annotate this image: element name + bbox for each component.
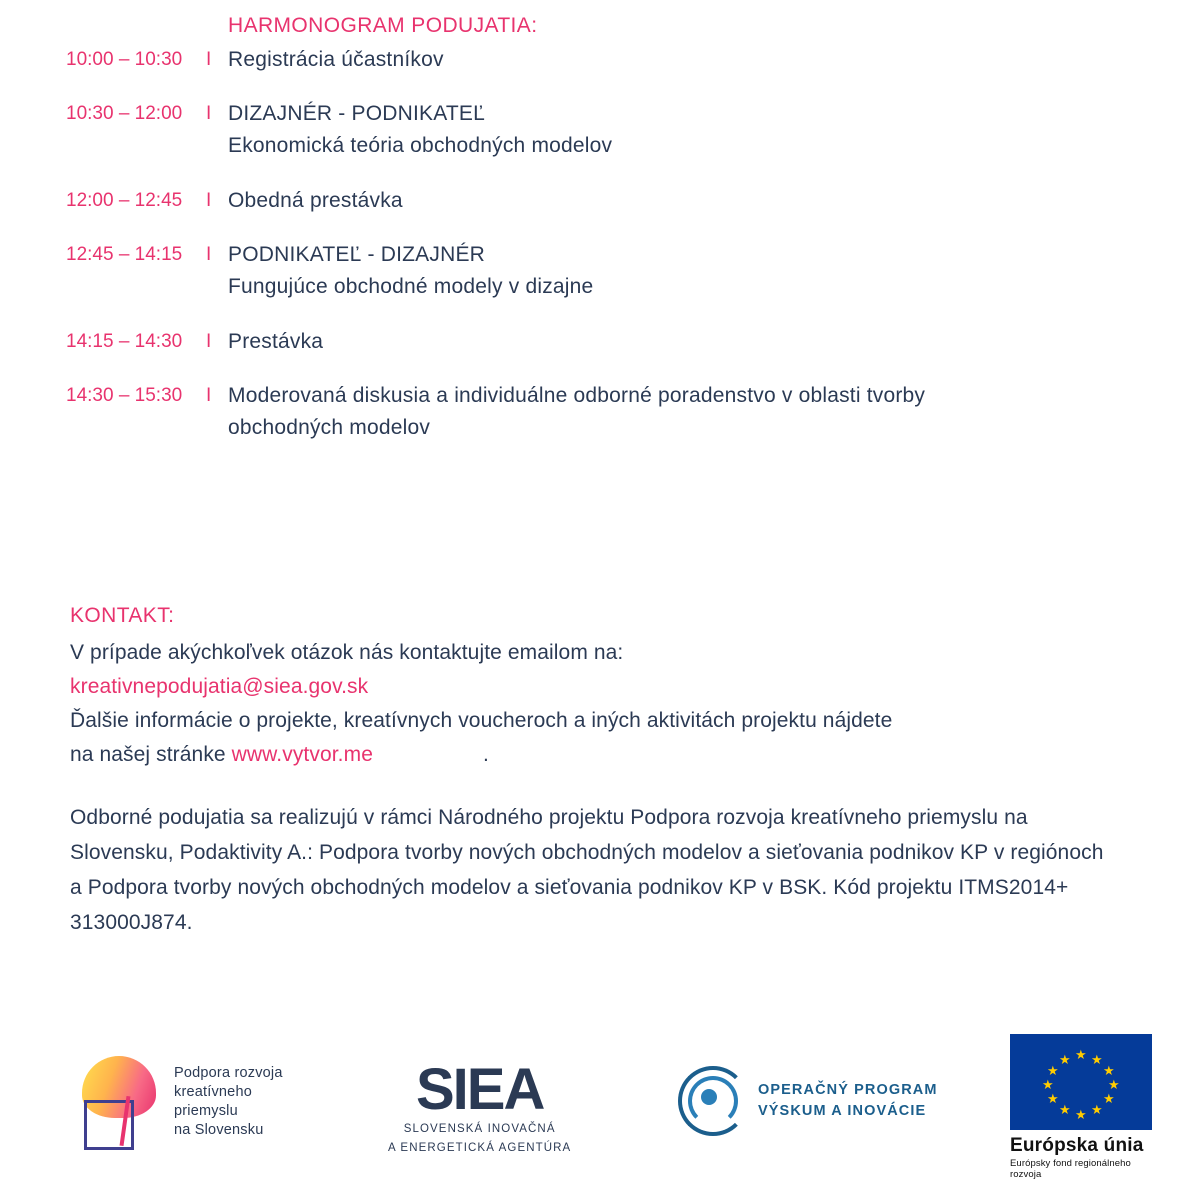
schedule-row-subtitle: obchodných modelov [228,416,431,439]
schedule-row-body [228,327,1146,357]
logo-podpora-rozvoja [76,1054,283,1150]
schedule-row-subtitle: Ekonomická teória obchodných modelov [228,134,613,157]
eu-subtitle: Európsky fond regionálneho rozvoja [1010,1158,1131,1180]
schedule-row-title: Moderovaná diskusia a individuálne odborné poradenstvo v oblasti tvorby [228,384,926,407]
contact-website-line [70,738,1140,772]
schedule-row [66,99,1146,162]
schedule-row-time: 10:00 – 10:30 [66,49,183,70]
schedule-row-body [228,381,1146,444]
concentric-circles-icon [678,1066,748,1136]
schedule-row-time: 12:00 – 12:45 [66,190,183,211]
logo-podpora-line1: Podpora rozvoja [174,1065,283,1081]
contact-website-suffix: . [482,743,489,766]
schedule-row-body [228,99,1146,162]
schedule-row-title: Registrácia účastníkov [228,48,444,71]
schedule-section [66,14,1146,474]
schedule-row [66,186,1146,216]
contact-email-link[interactable]: kreativnepodujatia@siea.gov.sk [70,675,369,698]
schedule-row-time: 10:30 – 12:00 [66,103,183,124]
schedule-heading: HARMONOGRAM PODUJATIA: [228,14,538,37]
logo-operacny-text [758,1080,938,1122]
siea-wordmark: SIEA [415,1057,544,1122]
schedule-row-separator: I [206,190,212,211]
logo-podpora-line4: na Slovensku [174,1122,264,1138]
schedule-row-time: 12:45 – 14:15 [66,244,183,265]
logo-operacny-line2: VÝSKUM A INOVÁCIE [758,1103,927,1119]
schedule-row-time: 14:30 – 15:30 [66,385,183,406]
schedule-row [66,45,1146,75]
schedule-row-body [228,240,1146,303]
contact-heading: KONTAKT: [70,604,175,627]
footer-logos [0,1024,1200,1180]
schedule-row-subtitle: Fungujúce obchodné modely v dizajne [228,275,594,298]
creative-blob-icon [76,1054,162,1150]
schedule-row-body [228,45,1146,75]
project-note: Odborné podujatia sa realizujú v rámci Národného projektu Podpora rozvoja kreatívneho priemyslu na Slovensku, Podaktivity A.: Podpora tvorby nových obchodných modelov a sieťovania podnikov KP v regiónoch a Podpora tvorby nových obchodných modelov a sieťovania podnikov KP v BSK. Kód projektu ITMS2014+ 313000J874. [70,806,1104,934]
schedule-row-title: Prestávka [228,330,324,353]
eu-title: Európska únia [1010,1135,1144,1156]
logo-podpora-line3: priemyslu [174,1103,238,1119]
logo-podpora-text [174,1064,283,1140]
schedule-row-body [228,186,1146,216]
logo-podpora-line2: kreatívneho [174,1084,252,1100]
schedule-row [66,381,1146,444]
schedule-row-separator: I [206,49,212,70]
siea-subtitle-line1: SLOVENSKÁ INOVAČNÁ [403,1123,556,1135]
eu-flag-icon: ★ ★ ★ ★ ★ ★ ★ ★ ★ ★ ★ ★ [1010,1034,1152,1130]
logo-siea [388,1057,572,1156]
schedule-row-separator: I [206,244,212,265]
contact-website-link[interactable]: www.vytvor.me [231,743,373,766]
schedule-row [66,240,1146,303]
logo-european-union [1010,1034,1152,1180]
schedule-row-separator: I [206,103,212,124]
contact-website-prefix: na našej stránke [70,743,232,766]
schedule-row-title: DIZAJNÉR - PODNIKATEĽ [228,102,486,125]
schedule-row-title: Obedná prestávka [228,189,403,212]
contact-info-line: Ďalšie informácie o projekte, kreatívnych voucheroch a iných aktivitách projektu nájdete [70,709,893,732]
schedule-row-title: PODNIKATEĽ - DIZAJNÉR [228,243,486,266]
logo-operacny-program [678,1066,938,1136]
contact-section [70,604,1140,772]
schedule-row-separator: I [206,385,212,406]
schedule-row-separator: I [206,331,212,352]
siea-subtitle-line2: A ENERGETICKÁ AGENTÚRA [388,1142,572,1154]
schedule-row-time: 14:15 – 14:30 [66,331,183,352]
schedule-row [66,327,1146,357]
logo-operacny-line1: OPERAČNÝ PROGRAM [758,1082,938,1098]
contact-intro-line: V prípade akýchkoľvek otázok nás kontaktujte emailom na: [70,641,624,664]
